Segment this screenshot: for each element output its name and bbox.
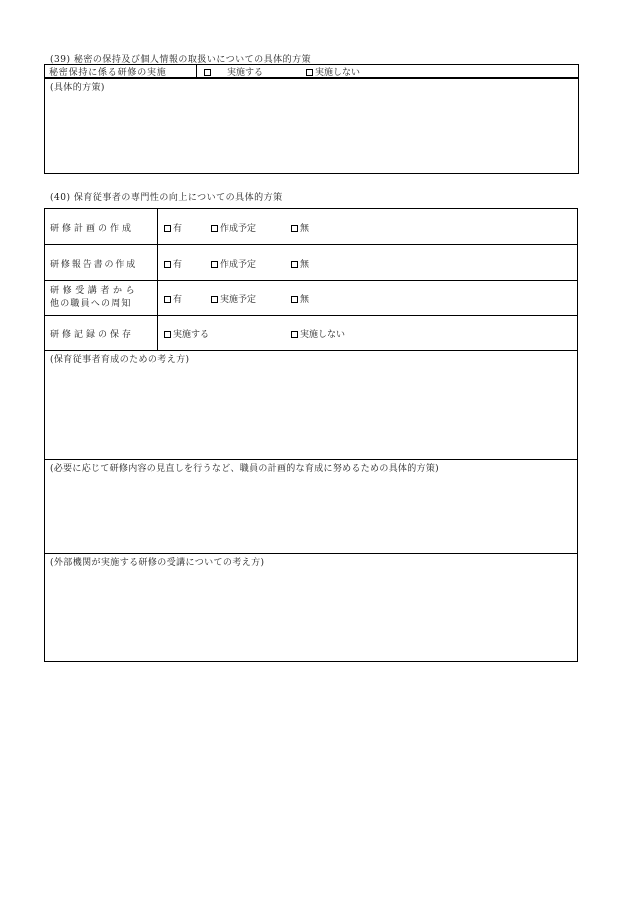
note-training-review: (必要に応じて研修内容の見直しを行うなど、職員の計画的な育成に努めるための具体的方策) <box>50 464 439 474</box>
checkbox[interactable] <box>211 296 218 303</box>
option-implement[interactable]: 実施する <box>204 65 263 78</box>
option-none[interactable]: 無 <box>291 221 309 234</box>
option-planned[interactable]: 実施予定 <box>211 292 256 305</box>
option-not-implement[interactable]: 実施しない <box>291 327 345 340</box>
specific-measures-label: (具体的方策) <box>50 83 105 93</box>
row-label-training-report: 研修報告書の作成 <box>50 260 138 270</box>
row-divider <box>196 64 197 78</box>
option-yes[interactable]: 有 <box>164 292 182 305</box>
section-40-heading: (40) 保育従事者の専門性の向上についての具体的方策 <box>50 193 283 203</box>
specific-measures-box[interactable] <box>44 78 579 174</box>
row-divider <box>44 315 578 316</box>
checkbox[interactable] <box>204 69 211 76</box>
external-training-area[interactable] <box>45 567 577 661</box>
training-review-area[interactable] <box>45 473 577 552</box>
option-planned[interactable]: 作成予定 <box>211 257 256 270</box>
checkbox[interactable] <box>291 225 298 232</box>
option-yes[interactable]: 有 <box>164 257 182 270</box>
option-yes[interactable]: 有 <box>164 221 182 234</box>
row-divider <box>44 459 578 460</box>
checkbox[interactable] <box>291 331 298 338</box>
row-divider <box>44 553 578 554</box>
note-external-training: (外部機関が実施する研修の受講についての考え方) <box>50 558 265 568</box>
option-planned[interactable]: 作成予定 <box>211 221 256 234</box>
column-divider <box>157 208 158 350</box>
checkbox[interactable] <box>164 261 171 268</box>
row-label-share-line2: 他の職員への周知 <box>50 299 132 309</box>
note-training-philosophy: (保育従事者育成のための考え方) <box>50 355 190 365</box>
option-none[interactable]: 無 <box>291 257 309 270</box>
checkbox[interactable] <box>306 69 313 76</box>
checkbox[interactable] <box>164 296 171 303</box>
confidentiality-training-label: 秘密保持に係る研修の実施 <box>49 68 167 78</box>
checkbox[interactable] <box>211 261 218 268</box>
checkbox[interactable] <box>164 225 171 232</box>
row-divider <box>44 244 578 245</box>
option-implement[interactable]: 実施する <box>164 327 209 340</box>
row-label-training-plan: 研修計画の作成 <box>50 224 135 234</box>
row-divider <box>44 350 578 351</box>
checkbox[interactable] <box>211 225 218 232</box>
training-philosophy-area[interactable] <box>45 364 577 458</box>
checkbox[interactable] <box>291 296 298 303</box>
option-none[interactable]: 無 <box>291 292 309 305</box>
checkbox[interactable] <box>291 261 298 268</box>
row-label-share-line1: 研修受講者から <box>50 286 139 296</box>
row-divider <box>44 280 578 281</box>
checkbox[interactable] <box>164 331 171 338</box>
section-39-heading: (39) 秘密の保持及び個人情報の取扱いについての具体的方策 <box>50 55 312 65</box>
row-label-training-record: 研修記録の保存 <box>50 330 135 340</box>
option-not-implement[interactable]: 実施しない <box>306 65 360 78</box>
